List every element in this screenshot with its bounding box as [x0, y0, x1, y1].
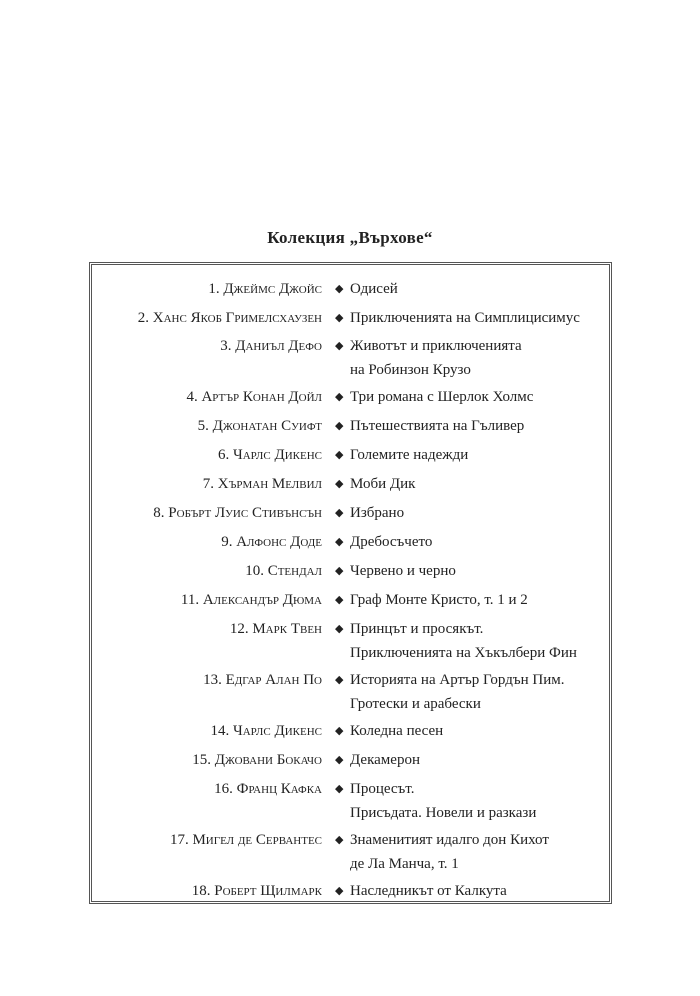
- book-title: [350, 334, 522, 381]
- bullet-icon: ◆: [335, 391, 344, 403]
- bullet-icon: ◆: [335, 623, 344, 635]
- bullet-icon: ◆: [335, 340, 344, 352]
- bullet-icon: ◆: [335, 783, 344, 795]
- book-title-line: Дребосъчето: [350, 534, 433, 550]
- book-title-line: Пътешествията на Гъливер: [350, 418, 525, 434]
- author-name: 5. Джонатан Суифт: [197, 418, 322, 434]
- book-title-line: Три романа с Шерлок Холмс: [350, 389, 534, 405]
- book-title-line: Гротески и арабески: [350, 696, 481, 712]
- author-name: 14. Чарлс Дикенс: [210, 723, 322, 739]
- book-title-line: Одисей: [350, 281, 398, 297]
- book-title-line: на Робинзон Крузо: [350, 362, 471, 378]
- author-name: 9. Алфонс Доде: [221, 534, 322, 550]
- author-name: 18. Роберт Щилмарк: [191, 883, 322, 899]
- book-title-line: Наследникът от Калкута: [350, 883, 507, 899]
- book-title: [350, 668, 564, 715]
- book-title-line: Големите надежди: [350, 447, 469, 463]
- book-title: [350, 777, 536, 824]
- book-title: [350, 443, 468, 468]
- bullet-icon: ◆: [335, 420, 344, 432]
- author-name: 2. Ханс Якоб Гримелсхаузен: [137, 310, 322, 326]
- book-title-line: Принцът и просякът.: [350, 621, 484, 637]
- author-name: 16. Франц Кафка: [214, 781, 322, 797]
- collection-title: Колекция „Върхове“: [267, 228, 433, 247]
- book-title: [350, 501, 404, 526]
- author-name: 6. Чарлс Дикенс: [217, 447, 322, 463]
- book-title: [350, 828, 549, 875]
- book-title-line: Червено и черно: [350, 563, 456, 579]
- book-title: [350, 719, 443, 744]
- author-name: 4. Артър Конан Дойл: [186, 389, 322, 405]
- book-title: [350, 879, 507, 904]
- book-title: [350, 748, 420, 773]
- book-title: [350, 414, 524, 439]
- book-title-line: Декамерон: [350, 752, 420, 768]
- bullet-icon: ◆: [335, 312, 344, 324]
- bullet-icon: ◆: [335, 449, 344, 461]
- book-title-line: Приключенията на Хъкълбери Фин: [350, 645, 577, 661]
- book-title: [350, 588, 528, 613]
- bullet-icon: ◆: [335, 834, 344, 846]
- bullet-icon: ◆: [335, 507, 344, 519]
- book-title: [350, 559, 456, 584]
- book-title-line: Присъдата. Новели и разкази: [350, 805, 537, 821]
- bullet-icon: ◆: [335, 594, 344, 606]
- book-title: [350, 472, 415, 497]
- author-name: 1. Джеймс Джойс: [208, 281, 322, 297]
- book-title-line: Моби Дик: [350, 476, 416, 492]
- author-name: 8. Робърт Луис Стивънсън: [153, 505, 322, 521]
- book-title: [350, 277, 398, 302]
- book-title-line: Процесът.: [350, 781, 415, 797]
- author-name: 13. Едгар Алан По: [203, 672, 322, 688]
- book-title: [350, 306, 580, 331]
- bullet-icon: ◆: [335, 478, 344, 490]
- book-title-line: де Ла Манча, т. 1: [350, 856, 459, 872]
- book-title-line: Избрано: [350, 505, 405, 521]
- author-name: 11. Александър Дюма: [180, 592, 322, 608]
- bullet-icon: ◆: [335, 725, 344, 737]
- author-name: 17. Мигел де Сервантес: [169, 832, 322, 848]
- bullet-icon: ◆: [335, 283, 344, 295]
- bullet-icon: ◆: [335, 536, 344, 548]
- book-title-line: Приключенията на Симплицисимус: [350, 310, 580, 326]
- bullet-icon: ◆: [335, 885, 344, 897]
- book-title-line: Знаменитият идалго дон Кихот: [350, 832, 549, 848]
- collection-frame: [89, 262, 612, 904]
- book-title-line: Животът и приключенията: [350, 338, 522, 354]
- book-title-line: Коледна песен: [350, 723, 444, 739]
- bullet-icon: ◆: [335, 674, 344, 686]
- book-title: [350, 385, 533, 410]
- author-name: 15. Джовани Бокачо: [192, 752, 322, 768]
- book-title-line: Историята на Артър Гордън Пим.: [350, 672, 565, 688]
- bullet-icon: ◆: [335, 754, 344, 766]
- book-title-line: Граф Монте Кристо, т. 1 и 2: [350, 592, 528, 608]
- book-title: [350, 530, 432, 555]
- author-name: 12. Марк Твен: [229, 621, 322, 637]
- author-name: 3. Даниъл Дефо: [220, 338, 322, 354]
- author-name: 10. Стендал: [245, 563, 322, 579]
- author-name: 7. Хърман Мелвил: [202, 476, 322, 492]
- bullet-icon: ◆: [335, 565, 344, 577]
- book-title: [350, 617, 577, 664]
